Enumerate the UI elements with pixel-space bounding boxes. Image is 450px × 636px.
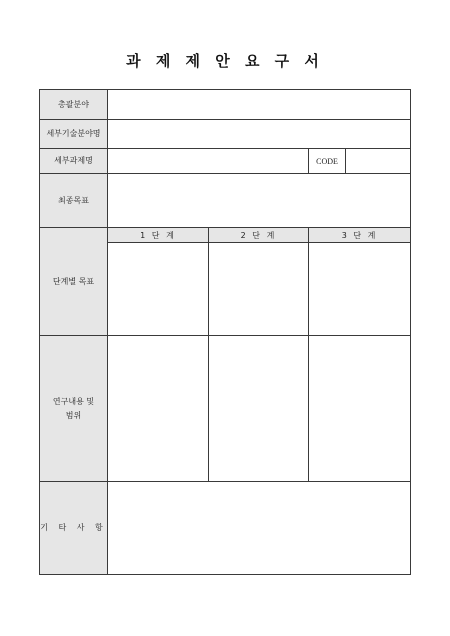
label-research-line2: 범위 — [65, 410, 82, 420]
proposal-form-table — [39, 89, 411, 575]
stage-2-header: 2 단 계 — [209, 228, 309, 243]
row-sub-task — [40, 149, 411, 174]
row-sub-tech — [40, 120, 411, 149]
field-sub-tech[interactable] — [108, 120, 411, 149]
label-stage-goal: 단계별 목표 — [40, 228, 108, 336]
field-code[interactable] — [346, 149, 411, 174]
field-stage-2-research[interactable] — [209, 336, 309, 482]
label-other: 기 타 사 항 — [40, 482, 108, 575]
field-stage-1-goal[interactable] — [108, 243, 209, 336]
field-other[interactable] — [108, 482, 411, 575]
label-final-goal: 최종목표 — [40, 174, 108, 228]
stage-1-header: 1 단 계 — [108, 228, 209, 243]
field-final-goal[interactable] — [108, 174, 411, 228]
row-final-goal — [40, 174, 411, 228]
label-research-line1: 연구내용 및 — [52, 396, 95, 406]
field-stage-1-research[interactable] — [108, 336, 209, 482]
document-title: 과 제 제 안 요 구 서 — [126, 52, 324, 70]
field-stage-2-goal[interactable] — [209, 243, 309, 336]
label-research — [40, 336, 108, 482]
stage-3-header: 3 단 계 — [309, 228, 411, 243]
row-stage-headers — [40, 228, 411, 243]
label-code: CODE — [309, 149, 346, 174]
label-sub-tech: 세부기술분야명 — [40, 120, 108, 149]
field-category[interactable] — [108, 90, 411, 120]
label-sub-task: 세부과제명 — [40, 149, 108, 174]
field-stage-3-research[interactable] — [309, 336, 411, 482]
label-category: 총괄분야 — [40, 90, 108, 120]
field-stage-3-goal[interactable] — [309, 243, 411, 336]
row-other — [40, 482, 411, 575]
row-category — [40, 90, 411, 120]
field-sub-task[interactable] — [108, 149, 309, 174]
row-research — [40, 336, 411, 482]
